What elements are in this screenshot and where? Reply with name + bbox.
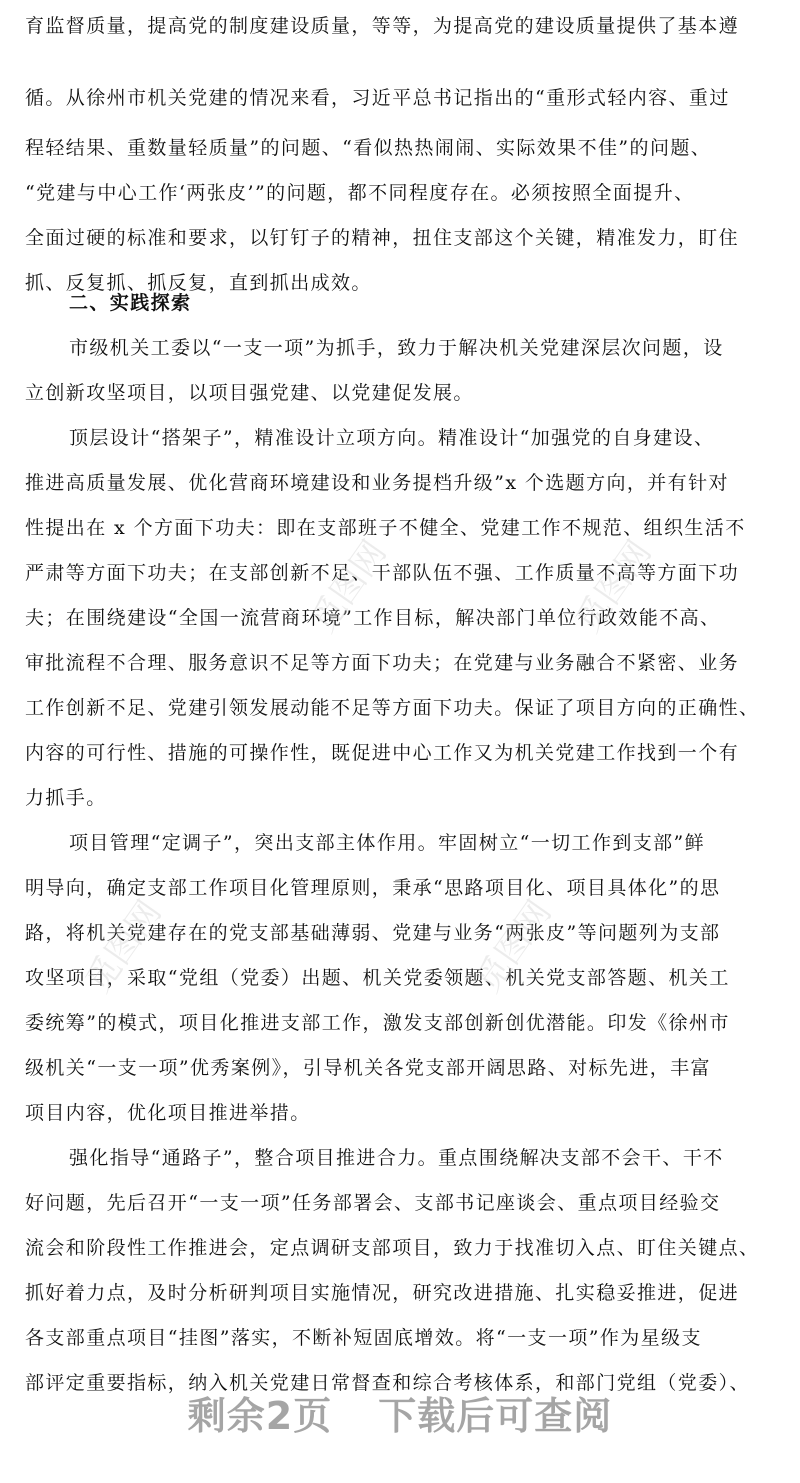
- paragraph-line: 循。从徐州市机关党建的情况来看，习近平总书记指出的“重形式轻内容、重过: [25, 87, 730, 109]
- paragraph-line: 育监督质量，提高党的制度建设质量，等等，为提高党的建设质量提供了基本遵: [25, 15, 740, 37]
- paragraph-line: 夫；在围绕建设“全国一流营商环境”工作目标，解决部门单位行政效能不高、: [25, 607, 721, 629]
- watermark: 觅图网: [468, 893, 560, 1000]
- paragraph-line: 各支部重点项目“挂图”落实，不断补短固底增效。将“一支一项”作为星级支: [25, 1327, 702, 1349]
- paragraph-line: 工作创新不足、党建引领发展动能不足等方面下功夫。保证了项目方向的正确性、: [25, 697, 760, 719]
- paragraph-line: 性提出在 x 个方面下功夫：即在支部班子不健全、党建工作不规范、组织生活不: [25, 517, 746, 539]
- paragraph-line: 项目管理“定调子”，突出支部主体作用。牢固树立“一切工作到支部”鲜: [69, 832, 706, 854]
- paragraph-line: 推进高质量发展、优化营商环境建设和业务提档升级”x 个选题方向，并有针对: [25, 472, 729, 494]
- paragraph-line: 立创新攻坚项目，以项目强党建、以党建促发展。: [25, 382, 474, 404]
- download-to-view-label[interactable]: 下载后可查阅: [378, 1394, 613, 1438]
- paragraph-line: 攻坚项目，采取“党组（党委）出题、机关党委领题、机关党支部答题、机关工: [25, 967, 730, 989]
- paragraph-line: 流会和阶段性工作推进会，定点调研支部项目，致力于找准切入点、盯住关键点、: [25, 1237, 760, 1259]
- paragraph-line: 审批流程不合理、服务意识不足等方面下功夫；在党建与业务融合不紧密、业务: [25, 652, 740, 674]
- paragraph-line: 抓、反复抓、抓反复，直到抓出成效。: [25, 272, 372, 294]
- section-heading: 二、实践探索: [69, 292, 192, 314]
- download-to-view-banner[interactable]: [0, 1385, 800, 1440]
- watermark: 觅图网: [568, 533, 660, 640]
- paragraph-line: 严肃等方面下功夫；在支部创新不足、干部队伍不强、工作质量不高等方面下功: [25, 562, 740, 584]
- paragraph-line: 明导向，确定支部工作项目化管理原则，秉承“思路项目化、项目具体化”的思: [25, 877, 721, 899]
- paragraph-line: 好问题，先后召开“一支一项”任务部署会、支部书记座谈会、重点项目经验交: [25, 1192, 721, 1214]
- paragraph-line: 程轻结果、重数量轻质量”的问题、“看似热热闹闹、实际效果不佳”的问题、: [25, 137, 712, 159]
- paragraph-line: 全面过硬的标准和要求，以钉钉子的精神，扭住支部这个关键，精准发力，盯住: [25, 227, 740, 249]
- watermark: 觅图网: [78, 893, 170, 1000]
- paragraph-line: 抓好着力点，及时分析研判项目实施情况，研究改进措施、扎实稳妥推进，促进: [25, 1282, 740, 1304]
- paragraph-line: 项目内容，优化项目推进举措。: [25, 1102, 311, 1124]
- paragraph-line: 部评定重要指标，纳入机关党建日常督查和综合考核体系，和部门党组（党委）、: [25, 1372, 750, 1394]
- paragraph-line: 内容的可行性、措施的可操作性，既促进中心工作又为机关党建工作找到一个有: [25, 742, 740, 764]
- paragraph-line: “党建与中心工作‘两张皮’”的问题，都不同程度存在。必须按照全面提升、: [25, 182, 695, 204]
- remaining-pages-label: 剩余2页: [187, 1394, 333, 1438]
- paragraph-line: 顶层设计“搭架子”，精准设计立项方向。精准设计“加强党的自身建设、: [69, 427, 715, 449]
- paragraph-line: 级机关“一支一项”优秀案例》，引导机关各党支部开阔思路、对标先进，丰富: [25, 1057, 711, 1079]
- paragraph-line: 力抓手。: [25, 787, 107, 809]
- paragraph-line: 路，将机关党建存在的党支部基础薄弱、党建与业务“两张皮”等问题列为支部: [25, 922, 721, 944]
- paragraph-line: 委统筹”的模式，项目化推进支部工作，激发支部创新创优潜能。印发《徐州市: [25, 1012, 730, 1034]
- paragraph-line: 强化指导“通路子”，整合项目推进合力。重点围绕解决支部不会干、干不: [69, 1147, 724, 1169]
- paragraph-line: 市级机关工委以“一支一项”为抓手，致力于解决机关党建深层次问题，设: [69, 337, 724, 359]
- watermark: 觅图网: [303, 533, 395, 640]
